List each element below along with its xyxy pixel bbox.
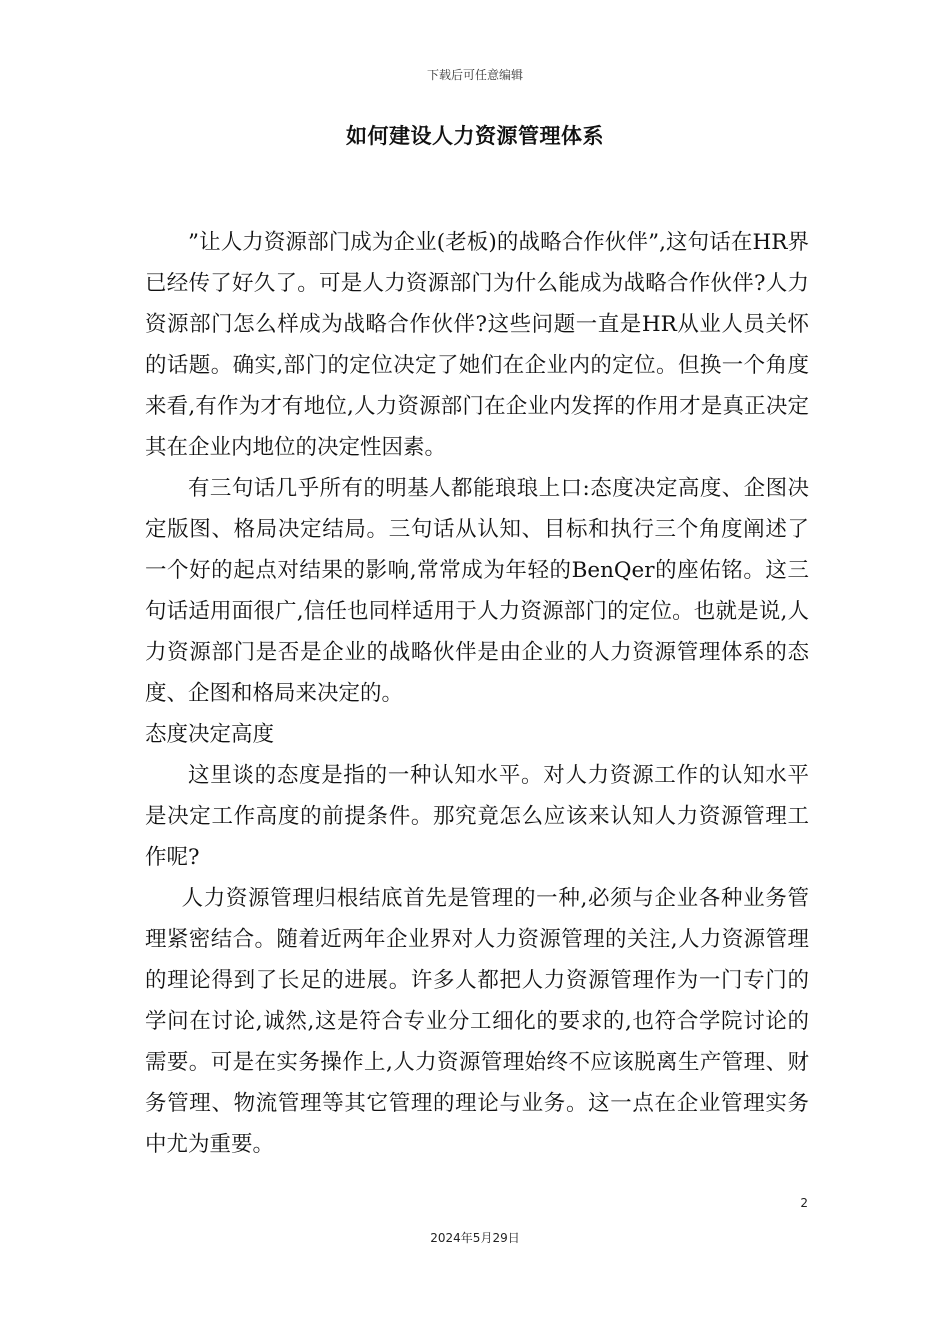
- paragraph-hr-management: 人力资源管理归根结底首先是管理的一种,必须与企业各种业务管理紧密结合。随着近两年企业界对人力资源管理的关注,人力资源管理的理论得到了长足的进展。许多人都把人力资源管理作为一门专门的学问在讨论,诚然,这是符合专业分工细化的要求的,也符合学院讨论的需要。可是在实务操作上,人力资源管理始终不应该脱离生产管理、财务管理、物流管理等其它管理的理论与业务。这一点在企业管理实务中尤为重要。: [145, 886, 809, 1157]
- document-body: [145, 222, 809, 1165]
- footer-date: 2024年5月29日: [430, 1231, 520, 1245]
- paragraph-attitude: 这里谈的态度是指的一种认知水平。对人力资源工作的认知水平是决定工作高度的前提条件。那究竟怎么应该来认知人力资源管理工作呢?: [145, 763, 809, 870]
- document-title: 如何建设人力资源管理体系: [346, 124, 604, 148]
- section-heading: 态度决定高度: [145, 722, 275, 747]
- paragraph-intro: ”让人力资源部门成为企业(老板)的战略合作伙伴”,这句话在HR界已经传了好久了。可是人力资源部门为什么能成为战略合作伙伴?人力资源部门怎么样成为战略合作伙伴?这些问题一直是HR从业人员关怀的话题。确实,部门的定位决定了她们在企业内的定位。但换一个角度来看,有作为才有地位,人力资源部门在企业内发挥的作用才是真正决定其在企业内地位的决定性因素。: [145, 230, 809, 460]
- header-note: 下载后可任意编辑: [426, 68, 523, 82]
- page-number: 2: [800, 1196, 808, 1210]
- paragraph-three-sayings: 有三句话几乎所有的明基人都能琅琅上口:态度决定高度、企图决定版图、格局决定结局。三句话从认知、目标和执行三个角度阐述了一个好的起点对结果的影响,常常成为年轻的BenQer的座佑铭。这三句话适用面很广,信任也同样适用于人力资源部门的定位。也就是说,人力资源部门是否是企业的战略伙伴是由企业的人力资源管理体系的态度、企图和格局来决定的。: [145, 476, 809, 706]
